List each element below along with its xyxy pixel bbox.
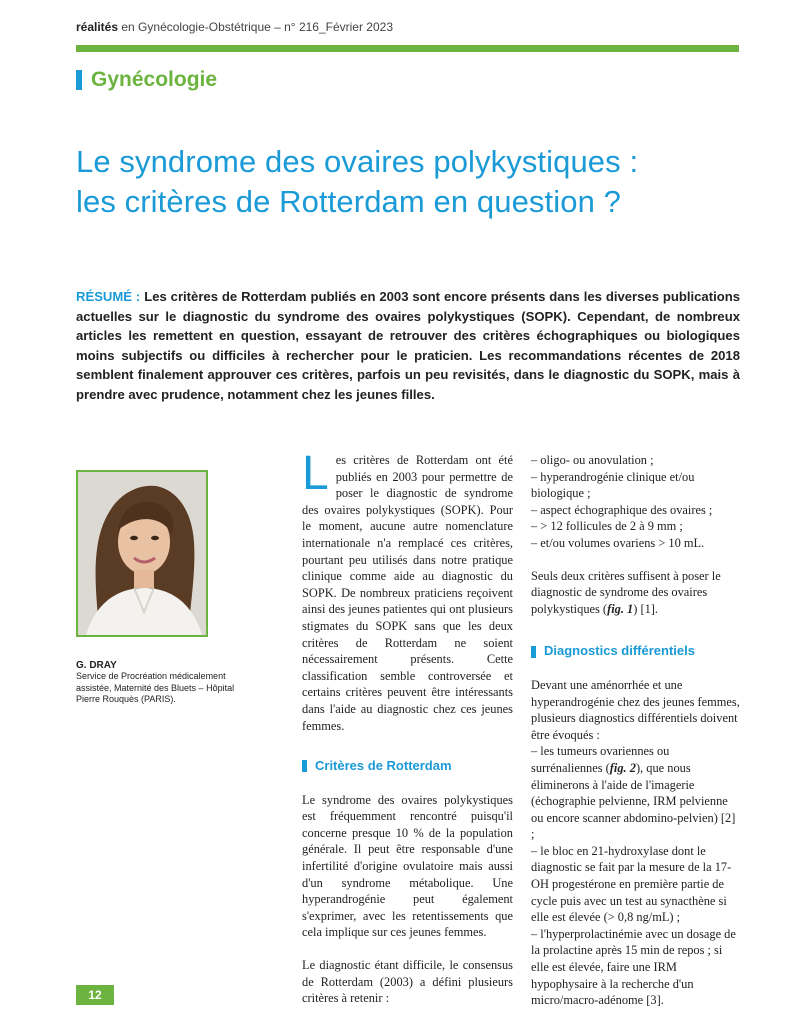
abstract xyxy=(76,287,740,405)
differential-item-prolactin: – l'hyperprolactinémie avec un dosage de la prolactine après 15 min de repos ; si elle est élevée, faire une IRM hypophysaire à la recherche d'un micro/macro-adénome [3]. xyxy=(531,926,736,1008)
criteria-item-3: – aspect échographique des ovaires ; xyxy=(531,502,713,517)
paragraph-consensus: Le diagnostic étant difficile, le consensus de Rotterdam (2003) a défini plusieurs critères à retenir : xyxy=(302,958,513,1006)
article-column-middle xyxy=(302,447,513,1007)
author-photo xyxy=(76,470,208,637)
paragraph-two-criteria: Seuls deux critères suffisent à poser le diagnostic de syndrome des ovaires polykystiques (fig. 1) [1]. xyxy=(531,568,721,616)
header-rule xyxy=(76,45,739,52)
differential-item-21-hydroxylase: – le bloc en 21-hydroxylase dont le diagnostic se fait par la mesure de la 17-OH progestérone en première partie de cycle puis avec un test au synacthène si elle est élevée (> 0,8 ng/mL) ; xyxy=(531,843,732,925)
author-affiliation: Service de Procréation médicalement assistée, Maternité des Bluets – Hôpital Pierre Rouquès (PARIS). xyxy=(76,671,235,704)
figure-ref-2[interactable]: fig. 2 xyxy=(609,760,636,775)
abstract-text: Les critères de Rotterdam publiés en 2003 sont encore présents dans les diverses publications actuelles sur le diagnostic du syndrome des ovaires polykystiques (SOPK). Cependant, de nombreux articles les remettent en question, essayant de retrouver des critères échographiques ou biologiques moins subjectifs ou difficiles à rechercher pour le praticien. Les recommandations récentes de 2018 semblent finalement approuver ces critères, parfois un peu revisités, dans le diagnostic du SOPK, mais à prendre avec prudence, notamment chez les jeunes filles. xyxy=(76,289,740,402)
title-line-1: Le syndrome des ovaires polykystiques : xyxy=(76,144,639,179)
journal-header xyxy=(76,20,393,34)
subhead-bar-icon xyxy=(302,760,307,772)
page-number: 12 xyxy=(76,985,114,1005)
subhead-bar-icon xyxy=(531,646,536,658)
section-bar-icon xyxy=(76,70,82,90)
differential-item-tumors: – les tumeurs ovariennes ou surrénaliennes (fig. 2), que nous éliminerons à l'aide de l'imagerie (échographie pelvienne, IRM pelvienne ou encore scanner abdomino-pelvien) [2] ; xyxy=(531,744,736,842)
criteria-item-5: – et/ou volumes ovariens > 10 mL. xyxy=(531,535,705,550)
criteria-item-4: – > 12 follicules de 2 à 9 mm ; xyxy=(531,519,683,534)
intro-paragraph xyxy=(302,447,513,734)
article-title xyxy=(76,142,756,222)
abstract-label: RÉSUMÉ : xyxy=(76,289,141,304)
author-name: G. DRAY xyxy=(76,660,117,671)
criteria-item-1: – oligo- ou anovulation ; xyxy=(531,453,654,467)
title-line-2: les critères de Rotterdam en question ? xyxy=(76,184,621,219)
subhead-rotterdam xyxy=(302,758,513,775)
subhead-rotterdam-text: Critères de Rotterdam xyxy=(315,758,452,774)
author-portrait-icon xyxy=(78,472,206,635)
section-name: Gynécologie xyxy=(91,68,218,91)
paragraph-prevalence: Le syndrome des ovaires polykystiques est fréquemment rencontré puisqu'il concerne presque 10 % de la population générale. Il peut être responsable d'une infertilité d'origine ovulatoire mais aussi d'un syndrome métabolique. Une hyperandrogénie peut également s'exprimer, avec les retentissements que cela implique sur ces jeunes femmes. xyxy=(302,792,513,940)
article-column-right xyxy=(531,452,741,1009)
figure-ref-1[interactable]: fig. 1 xyxy=(607,601,634,616)
section-label xyxy=(76,68,217,92)
subhead-differential-text: Diagnostics différentiels xyxy=(544,643,695,659)
journal-name: réalités xyxy=(76,20,119,34)
journal-issue: en Gynécologie-Obstétrique – n° 216_Février 2023 xyxy=(121,20,394,34)
intro-text: es critères de Rotterdam ont été publiés en 2003 pour permettre de poser le diagnostic de syndrome des ovaires polykystiques (SOPK). Pour le moment, aucune autre nomenclature internationale n'a remplacé ces critères, pourtant peu utilisés dans notre pratique clinique comme aide au diagnostic du SOPK. De nombreux praticiens reçoivent ainsi des jeunes patientes qui ont plusieurs stigmates du SOPK sans que les deux critères de Rotterdam ne soient nécessairement présents. Cette classification semble controversée et certains critères peuvent être intéressants dans l'aide au diagnostic chez ces jeunes femmes. xyxy=(302,453,513,733)
drop-cap: L xyxy=(302,447,329,500)
subhead-differential xyxy=(531,643,741,660)
paragraph-differential-intro: Devant une aménorrhée et une hyperandrogénie chez des jeunes femmes, plusieurs diagnostics différentiels doivent être évoqués : xyxy=(531,677,740,742)
criteria-item-2: – hyperandrogénie clinique et/ou biologique ; xyxy=(531,469,695,501)
